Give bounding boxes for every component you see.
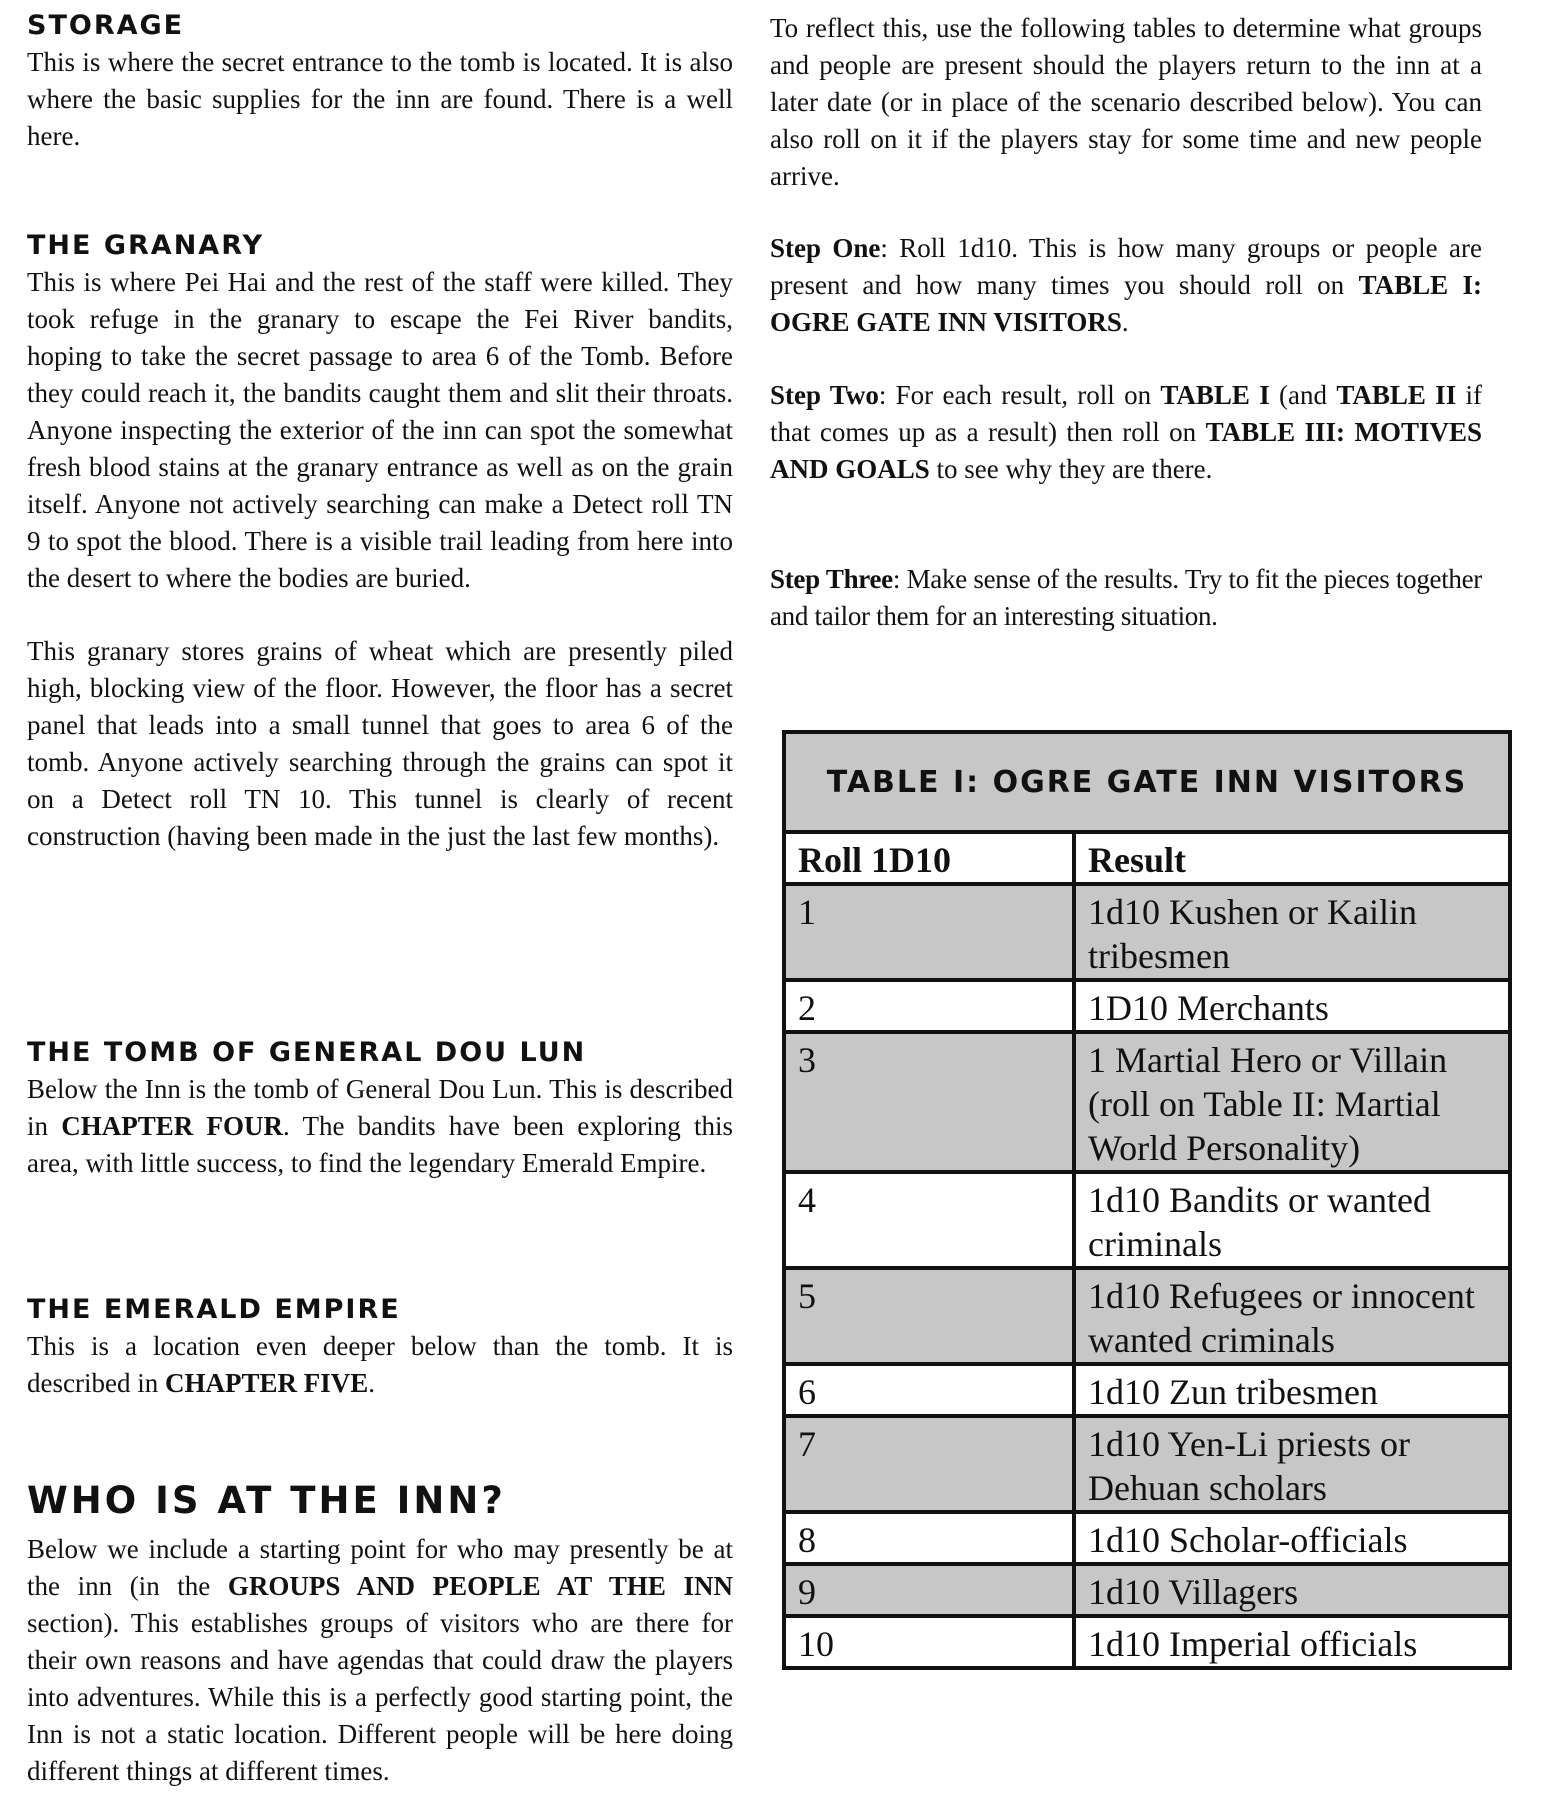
section-emerald xyxy=(27,1292,733,1402)
table-row: 4 1d10 Bandits or wanted criminals xyxy=(786,1172,1508,1268)
groups-ref: GROUPS AND PEOPLE AT THE INN xyxy=(227,1571,734,1601)
section-who xyxy=(27,1477,733,1790)
table-row: 1 1d10 Kushen or Kailin tribesmen xyxy=(786,884,1508,980)
table-row: 7 1d10 Yen-Li priests or Dehuan scholars xyxy=(786,1416,1508,1512)
visitors-table xyxy=(782,730,1512,1670)
granary-text-2: This granary stores grains of wheat which are presently piled high, blocking view of the floor. However, the floor has a secret panel that leads into a small tunnel that goes to area 6 of the tomb. Anyone actively searching through the grains can spot it on a Detect roll TN 10. This tunnel is clearly of recent construction (having been made in the just the last few months). xyxy=(27,636,733,851)
granary-text-1: This is where Pei Hai and the rest of the staff were killed. They took refuge in the granary to escape the Fei River bandits, hoping to take the secret passage to area 6 of the Tomb. Before they could reach it, the bandits caught them and slit their throats. Anyone inspecting the exterior of the inn can spot the somewhat fresh blood stains at the granary entrance as well as on the grain itself. Anyone not actively searching can make a Detect roll TN 9 to spot the blood. There is a visible trail leading from here into the desert to where the bodies are buried. xyxy=(27,267,733,593)
table-row: 5 1d10 Refugees or innocent wanted criminals xyxy=(786,1268,1508,1364)
chapter-four-ref: CHAPTER FOUR xyxy=(61,1111,283,1141)
table-row: 2 1D10 Merchants xyxy=(786,980,1508,1032)
step-three: Step Three: Make sense of the results. Try to fit the pieces together and tailor them for an interesting situation. xyxy=(770,564,1482,631)
chapter-five-ref: CHAPTER FIVE xyxy=(164,1368,369,1398)
table-title: TABLE I: OGRE GATE INN VISITORS xyxy=(786,734,1508,834)
tomb-text: Below the Inn is the tomb of General Dou Lun. This is described in CHAPTER FOUR. The bandits have been exploring this area, with little success, to find the legendary Emerald Empire. xyxy=(27,1074,733,1178)
section-storage xyxy=(27,8,733,155)
granary-heading: THE GRANARY xyxy=(27,230,265,261)
step-two: Step Two: For each result, roll on TABLE I (and TABLE II if that comes up as a result) then roll on TABLE III: MOTIVES AND GOALS to see why they are there. xyxy=(770,380,1483,484)
storage-heading: STORAGE xyxy=(27,10,185,41)
step-one: Step One: Roll 1d10. This is how many groups or people are present and how many times you should roll on TABLE I: OGRE GATE INN VISITORS. xyxy=(770,233,1482,337)
storage-text: This is where the secret entrance to the tomb is located. It is also where the basic supplies for the inn are found. There is a well here. xyxy=(27,47,733,151)
table-row: 8 1d10 Scholar-officials xyxy=(786,1512,1508,1564)
who-heading: WHO IS AT THE INN? xyxy=(27,1479,506,1522)
col-header-result: Result xyxy=(1074,834,1508,884)
table-row: 10 1d10 Imperial officials xyxy=(786,1616,1508,1666)
col-header-roll: Roll 1D10 xyxy=(786,834,1074,884)
table-row: 9 1d10 Villagers xyxy=(786,1564,1508,1616)
table-grid xyxy=(786,834,1508,1666)
intro-text: To reflect this, use the following tables to determine what groups and people are present should the players return to the inn at a later date (or in place of the scenario described below). You can also roll on it if the players stay for some time and new people arrive. xyxy=(770,13,1482,191)
who-text: Below we include a starting point for who may presently be at the inn (in the GROUPS AND PEOPLE AT THE INN section). This establishes groups of visitors who are there for their own reasons and have agendas that could draw the players into adventures. While this is a perfectly good starting point, the Inn is not a static location. Different people will be here doing different things at different times. xyxy=(27,1534,734,1786)
emerald-heading: THE EMERALD EMPIRE xyxy=(27,1294,401,1325)
table-row: 3 1 Martial Hero or Villain (roll on Table II: Martial World Personality) xyxy=(786,1032,1508,1172)
table-row: 6 1d10 Zun tribesmen xyxy=(786,1364,1508,1416)
emerald-text: This is a location even deeper below than the tomb. It is described in CHAPTER FIVE. xyxy=(27,1331,733,1398)
section-granary xyxy=(27,228,733,855)
tomb-heading: THE TOMB OF GENERAL DOU LUN xyxy=(27,1037,587,1068)
section-tomb xyxy=(27,1035,733,1182)
